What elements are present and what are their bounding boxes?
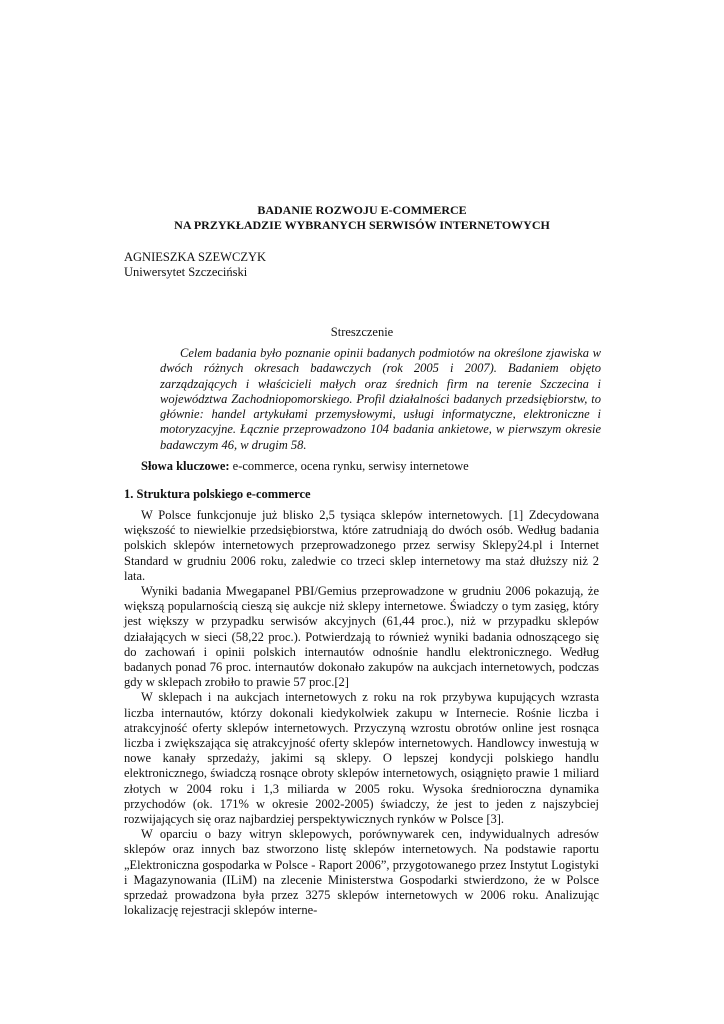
section-heading: 1. Struktura polskiego e-commerce <box>124 487 311 501</box>
keywords-label: Słowa kluczowe: <box>141 459 230 473</box>
title-line-2: NA PRZYKŁADZIE WYBRANYCH SERWISÓW INTERNETOWYCH <box>174 218 550 232</box>
author-block <box>124 250 266 280</box>
section-body <box>124 508 599 918</box>
keywords-value: e-commerce, ocena rynku, serwisy internetowe <box>229 459 469 473</box>
abstract-body <box>160 346 601 453</box>
keywords <box>141 459 469 474</box>
abstract-text: Celem badania było poznanie opinii badanych podmiotów na określone zjawiska w dwóch różnych okresach badawczych (rok 2005 i 2007). Badaniem objęto zarządzających i właścicieli małych oraz średnich firm na terenie Szczecina i województwa Zachodniopomorskiego. Profil działalności badanych przedsiębiorstw, to głównie: handel artykułami przemysłowymi, usługi informatyczne, elektroniczne i motoryzacyjne. Łącznie przeprowadzono 104 badania ankietowe, w pierwszym okresie badawczym 46, w drugim 58. <box>160 346 601 452</box>
title-line-1: BADANIE ROZWOJU E-COMMERCE <box>257 203 467 217</box>
paragraph: W oparciu o bazy witryn sklepowych, porównywarek cen, indywidualnych adresów sklepów oraz innych baz stworzono listę sklepów internetowych. Na podstawie raportu „Elektroniczna gospodarka w Polsce - Raport 2006”, przygotowanego przez Instytut Logistyki i Magazynowania (ILiM) na zlecenie Ministerstwa Gospodarki stwierdzono, że w Polsce sprzedaż prowadzona była przez 3275 sklepów internetowych w 2006 roku. Analizując lokalizację rejestracji sklepów interne- <box>124 827 599 918</box>
author-affiliation: Uniwersytet Szczeciński <box>124 265 248 279</box>
paragraph: Wyniki badania Mwegapanel PBI/Gemius przeprowadzone w grudniu 2006 pokazują, że większą popularnością cieszą się aukcje niż sklepy internetowe. Świadczy o tym zasięg, który jest większy w przypadku serwisów akcyjnych (61,44 proc.), niż w przypadku sklepów działających w sieci (58,22 proc.). Potwierdzają to również wyniki badania odnoszącego się do zachowań i opinii polskich internautów odnośnie handlu elektronicznego. Według badanych ponad 76 proc. internautów dokonało zakupów na aukcjach internetowych, podczas gdy w sklepach zrobiło to prawie 57 proc.[2] <box>124 584 599 690</box>
paragraph: W sklepach i na aukcjach internetowych z roku na rok przybywa kupujących wzrasta liczba internautów, którzy dokonali kiedykolwiek zakupu w Internecie. Rośnie liczba i atrakcyjność oferty sklepów internetowych. Przyczyną wzrostu obrotów online jest rosnąca liczba i zwiększająca się atrakcyjność oferty sklepów internetowych. Handlowcy inwestują w nowe kanały sprzedaży, jakimi są sklepy. O lepszej kondycji polskiego handlu elektronicznego, świadczą rosnące obroty sklepów internetowych, osiągnięto prawie 1 miliard złotych w 2004 roku i 1,3 miliarda w 2005 roku. Wysoka średnioroczna dynamika przychodów (ok. 171% w okresie 2002-2005) świadczy, że jest to jeden z najszybciej rozwijających się oraz najbardziej perspektywicznych rynków w Polsce [3]. <box>124 690 599 827</box>
abstract-heading: Streszczenie <box>330 325 394 339</box>
paragraph: W Polsce funkcjonuje już blisko 2,5 tysiąca sklepów internetowych. [1] Zdecydowana większość to niewielkie przedsiębiorstwa, które zatrudniają do dwóch osób. Według badania polskich sklepów internetowych przeprowadzonego przez serwisy Sklepy24.pl i Internet Standard w grudniu 2006 roku, zaledwie co trzeci sklep internetowy ma staż dłuższy niż 2 lata. <box>124 508 599 583</box>
paper-title <box>0 203 724 233</box>
author-name: AGNIESZKA SZEWCZYK <box>124 250 267 264</box>
